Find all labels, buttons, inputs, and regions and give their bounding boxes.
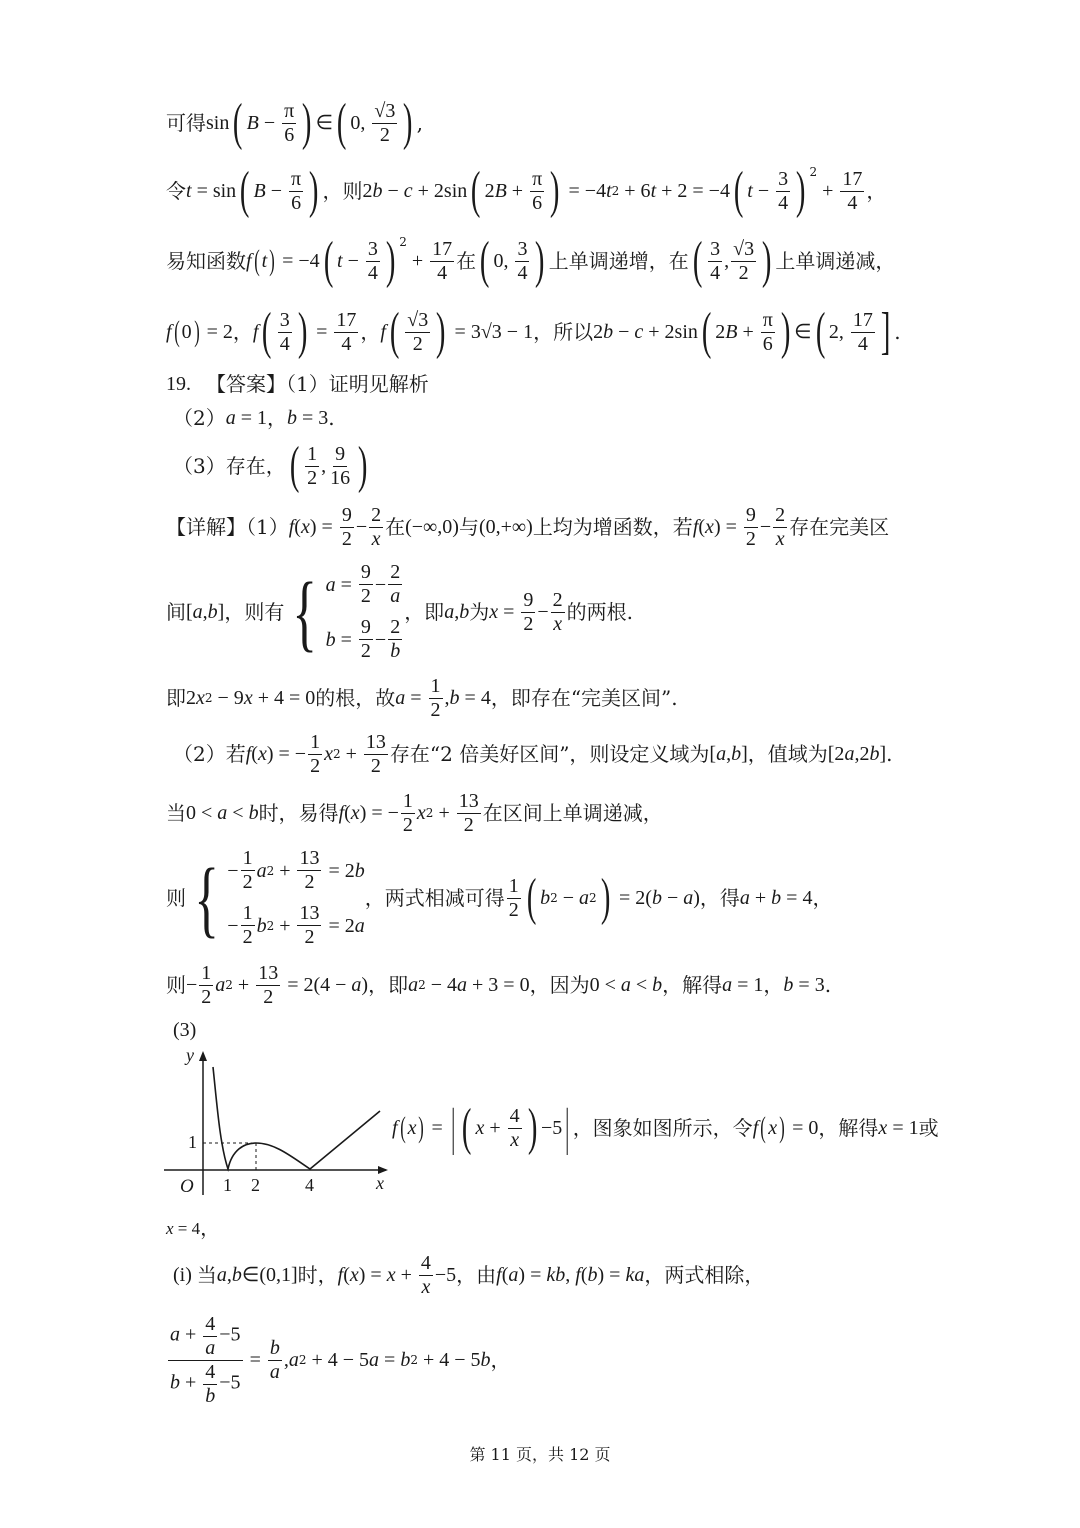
part-3-label: (3) [173, 1019, 197, 1041]
detail-line-12: a + $\frac{4}{a}$ −5 b + $\frac{4}{b}$ −5 = $\frac{b}{a}$ , a 2 + 4 − 5 a = b 2 + 4 − 5 b ， [170, 1312, 511, 1407]
x-tick-4: 4 [305, 1175, 314, 1195]
answer-19-part3: （3）存在， ( $\frac{1}{2}$ , $\frac{9}{16}$ ) [173, 437, 368, 494]
line-2: 令 t = sin ( B − $\frac{\pi}{6}$ ) ，则 2 b − c + 2sin ( 2 B + $\frac{\pi}{6}$ ) = −4 t 2 + 6 t + 2 = −4 ( t − $\frac{3}{4}$ ) $^2$ + $\frac{17}{4}$ ， [166, 162, 887, 219]
page-footer: 第 11 页，共 12 页 [469, 1445, 611, 1464]
y-tick-1: 1 [188, 1132, 197, 1152]
detail-line-9: f ( x ) = | ( x + $\frac{4}{x}$ ) −5 | ，图象如图所示，令 f ( x ) = 0 ，解得 x = 1 或 [392, 1099, 939, 1156]
y-axis-arrow [199, 1051, 207, 1061]
detail-line-4: （2）若 f ( x ) = − $\frac{1}{2}$ x 2 + $\frac{13}{2}$ 存在“2 倍美好区间”，则设定义域为 [ a , b ] ，值域为 [2 a ,2 b ] . [173, 730, 893, 777]
line-1: 可得 sin ( B − $\frac{\pi}{6}$ ) ∈ ( 0, $\frac{√3}{2}$ ) , [166, 94, 424, 151]
x-axis-label: x [376, 1173, 384, 1193]
answer-19-part1: 19. 【答案】（1）证明见解析 [166, 372, 429, 396]
detail-line-1: 【详解】（1） f ( x ) = $\frac{9}{2}$ − $\frac{2}{x}$ 在 (−∞,0) 与 (0,+∞) 上均为增函数，若 f ( x ) = $\frac{9}{2}$ − $\frac{2}{x}$ 存在完美区 [166, 503, 890, 550]
line-3: 易知函数 f ( t ) = −4 ( t − $\frac{3}{4}$ ) $^2$ + $\frac{17}{4}$ 在 ( 0, $\frac{3}{4}$ ) 上单调递增，在 ( $\frac{3}{4}$ , $\frac{√3}{2}$ ) 上单调递减， [166, 232, 896, 289]
detail-line-5: 当 0 < a < b 时，易得 f ( x ) = − $\frac{1}{2}$ x 2 + $\frac{13}{2}$ 在区间上单调递减， [166, 789, 663, 836]
answer-19-part2: （2） a = 1 ， b = 3 . [173, 406, 335, 430]
detail-line-11: (i) 当 a , b ∈(0,1] 时， f ( x ) = x + $\frac{4}{x}$ −5 ，由 f ( a ) = kb , f ( b ) = ka ，两式相除， [173, 1251, 765, 1298]
function-graph [160, 1045, 396, 1200]
detail-line-6: 则 { − $\frac{1}{2}$ a 2 + $\frac{13}{2}$ = 2 b − $\frac{1}{2}$ b 2 + $\frac{13}{2}$ = 2 a ，两式相减可得 $\frac{1}{2}$ ( b 2 − a 2 ) = 2( b − a ) ，得 a + b = 4 ， [166, 847, 833, 948]
origin-label: O [180, 1176, 194, 1197]
y-axis-label: y [186, 1045, 194, 1065]
detail-line-3: 即 2 x 2 − 9 x + 4 = 0 的根，故 a = $\frac{1}{2}$ , b = 4 ，即存在“完美区间”. [166, 674, 678, 721]
detail-line-10: x = 4 ， [166, 1216, 221, 1240]
function-curve [213, 1067, 380, 1169]
x-tick-2: 2 [251, 1175, 260, 1195]
detail-line-2: 间 [ a , b ] ，则有 { a = $\frac{9}{2}$ − $\frac{2}{a}$ b = $\frac{9}{2}$ − $\frac{2}{b}$ ，即 a , b 为 x = $\frac{9}{2}$ − $\frac{2}{x}$ 的两根. [166, 561, 633, 662]
line-4: f ( 0 ) = 2 ， f ( $\frac{3}{4}$ ) = $\frac{17}{4}$ ， f ( $\frac{√3}{2}$ ) = 3√3 − 1 ，所以 2 b − c + 2sin ( 2 B + $\frac{\pi}{6}$ ) ∈ ( 2, $\frac{17}{4}$ ] . [166, 303, 901, 360]
detail-line-7: 则 − $\frac{1}{2}$ a 2 + $\frac{13}{2}$ = 2(4 − a ) ，即 a 2 − 4 a + 3 = 0 ，因为 0 < a < b ，解得 a = 1 ， b = 3 . [166, 961, 832, 1008]
x-tick-1: 1 [223, 1175, 232, 1195]
